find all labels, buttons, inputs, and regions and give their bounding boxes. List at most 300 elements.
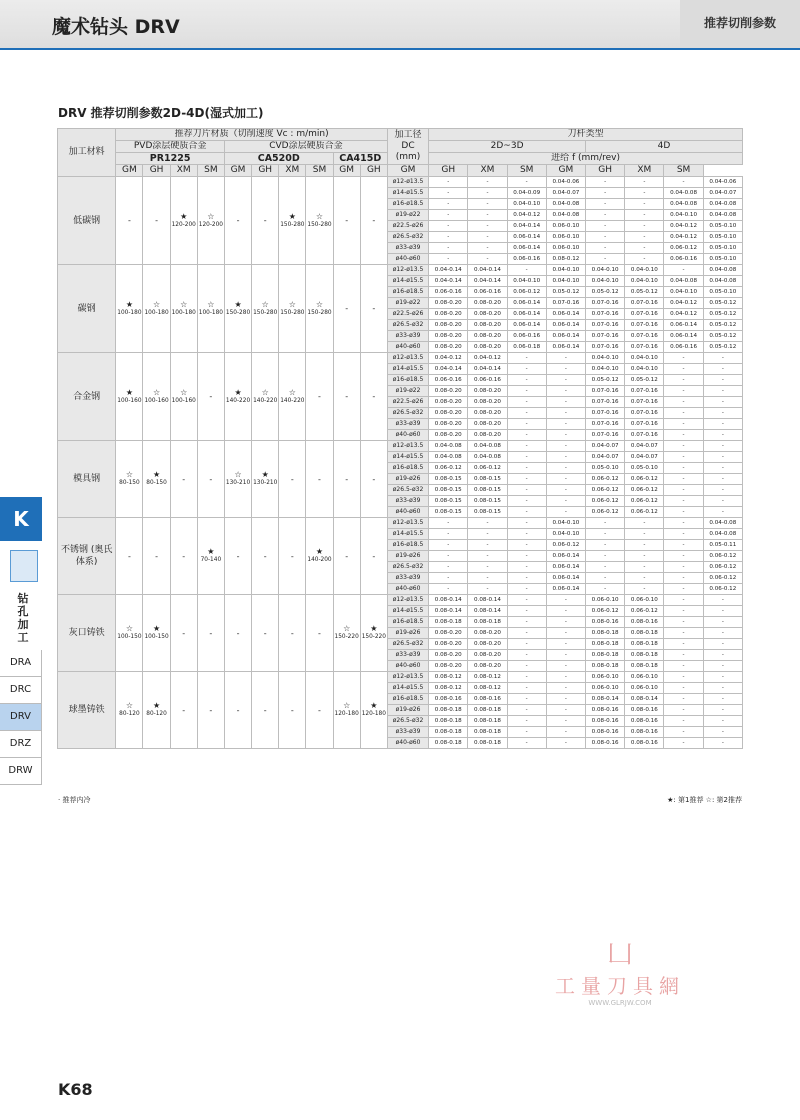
feed-value: - xyxy=(586,551,625,562)
recommend-mark: ☆ xyxy=(152,387,161,397)
feed-value: - xyxy=(703,496,742,507)
recommend-mark: - xyxy=(236,705,240,715)
sidebar-item-drw[interactable]: DRW xyxy=(0,758,42,785)
recommend-mark: ★ xyxy=(234,387,242,397)
feed-value: 0.06-0.16 xyxy=(664,254,703,265)
feed-col-header: XM xyxy=(625,165,664,177)
recommend-mark: - xyxy=(345,474,349,484)
recommend-mark: ☆ xyxy=(315,211,324,221)
feed-value: - xyxy=(507,694,546,705)
recommend-mark: - xyxy=(372,474,376,484)
recommend-mark: - xyxy=(318,392,321,401)
legend: ★: 第1推荐 ☆: 第2推荐 xyxy=(667,796,742,804)
cutting-speed-cell xyxy=(170,595,197,672)
feed-value: 0.07-0.16 xyxy=(625,408,664,419)
feed-value: 0.07-0.16 xyxy=(586,342,625,353)
feed-value: 0.04-0.14 xyxy=(429,364,468,375)
cutting-speed-cell xyxy=(143,441,170,518)
feed-value: - xyxy=(546,386,585,397)
feed-value: 0.06-0.14 xyxy=(507,309,546,320)
feed-value: 0.05-0.11 xyxy=(703,540,742,551)
feed-value: 0.05-0.12 xyxy=(625,375,664,386)
feed-value: - xyxy=(703,463,742,474)
feed-value: 0.04-0.10 xyxy=(625,353,664,364)
feed-value: - xyxy=(546,452,585,463)
feed-value: - xyxy=(507,683,546,694)
cutting-speed-cell xyxy=(333,177,360,265)
feed-value: 0.04-0.14 xyxy=(468,265,507,276)
grade-col-header: GM xyxy=(333,165,360,177)
grade-col-header: SM xyxy=(306,165,333,177)
feed-value: 0.07-0.16 xyxy=(586,419,625,430)
feed-value: - xyxy=(429,254,468,265)
feed-value: 0.07-0.16 xyxy=(625,309,664,320)
feed-value: - xyxy=(664,353,703,364)
table-row xyxy=(58,518,743,529)
feed-value: - xyxy=(546,738,585,749)
feed-value: 0.06-0.12 xyxy=(468,463,507,474)
diameter-range: ø12-ø13.5 xyxy=(387,265,428,276)
recommend-mark: - xyxy=(290,705,294,715)
recommend-mark: ☆ xyxy=(152,299,161,309)
diameter-range: ø19-ø26 xyxy=(387,474,428,485)
material-name: 低碳钢 xyxy=(58,177,116,265)
feed-value: 0.08-0.14 xyxy=(429,606,468,617)
feed-value: 0.04-0.08 xyxy=(703,518,742,529)
feed-value: - xyxy=(546,375,585,386)
feed-value: - xyxy=(664,485,703,496)
cutting-speed-cell xyxy=(143,672,170,749)
feed-value: 0.06-0.14 xyxy=(507,243,546,254)
feed-value: - xyxy=(546,441,585,452)
feed-value: - xyxy=(703,430,742,441)
cutting-speed-cell xyxy=(224,672,251,749)
sidebar-tab-k[interactable]: K xyxy=(0,497,42,541)
cutting-speed-cell xyxy=(197,518,224,595)
speed-value: 150-280 xyxy=(225,309,251,316)
feed-value: 0.08-0.16 xyxy=(468,694,507,705)
feed-value: - xyxy=(625,562,664,573)
recommend-mark: - xyxy=(236,216,240,225)
cutting-speed-cell xyxy=(116,353,143,441)
feed-value: - xyxy=(507,584,546,595)
diameter-range: ø16-ø18.5 xyxy=(387,617,428,628)
feed-value: - xyxy=(586,188,625,199)
feed-value: - xyxy=(625,199,664,210)
feed-value: 0.06-0.16 xyxy=(429,375,468,386)
cutting-speed-cell xyxy=(360,177,387,265)
feed-value: 0.08-0.18 xyxy=(586,639,625,650)
recommend-mark: - xyxy=(209,392,213,401)
diameter-range: ø22.5-ø26 xyxy=(387,309,428,320)
recommend-mark: - xyxy=(318,474,321,484)
feed-value: - xyxy=(546,628,585,639)
feed-value: - xyxy=(625,177,664,188)
speed-value: 100-180 xyxy=(198,309,223,316)
cutting-speed-cell xyxy=(170,518,197,595)
speed-value: 100-180 xyxy=(171,309,196,316)
feed-value: - xyxy=(507,265,546,276)
speed-value: 140-200 xyxy=(307,557,332,563)
header-rule xyxy=(0,48,800,50)
feed-value: - xyxy=(664,386,703,397)
grade-col-header: GM xyxy=(116,165,143,177)
recommend-mark: - xyxy=(372,551,376,561)
watermark-url: WWW.GLRJW.COM xyxy=(588,999,652,1007)
diameter-range: ø14-ø15.5 xyxy=(387,529,428,540)
feed-value: - xyxy=(507,529,546,540)
recommend-mark: ★ xyxy=(152,701,161,710)
cutting-speed-cell xyxy=(333,595,360,672)
diameter-range: ø26.5-ø32 xyxy=(387,320,428,331)
feed-value: 0.07-0.16 xyxy=(625,331,664,342)
feed-col-header: SM xyxy=(664,165,703,177)
feed-value: - xyxy=(664,408,703,419)
feed-value: - xyxy=(703,375,742,386)
material-name: 球墨铸铁 xyxy=(58,672,116,749)
feed-value: 0.07-0.16 xyxy=(586,309,625,320)
feed-value: 0.08-0.14 xyxy=(586,694,625,705)
recommend-mark: - xyxy=(345,304,349,313)
cutting-speed-cell xyxy=(197,177,224,265)
recommend-mark: ☆ xyxy=(343,701,351,710)
feed-value: 0.04-0.10 xyxy=(546,265,585,276)
feed-value: - xyxy=(507,738,546,749)
cutting-speed-cell xyxy=(170,441,197,518)
feed-value: - xyxy=(429,551,468,562)
watermark-logo-icon: ⼐ xyxy=(606,940,633,970)
feed-value: - xyxy=(664,177,703,188)
cutting-speed-cell xyxy=(360,353,387,441)
feed-col-header: GH xyxy=(586,165,625,177)
feed-value: 0.06-0.14 xyxy=(507,298,546,309)
feed-value: 0.08-0.20 xyxy=(429,650,468,661)
recommend-mark: - xyxy=(263,628,267,638)
cutting-speed-cell xyxy=(224,265,251,353)
diameter-range: ø40-ø60 xyxy=(387,342,428,353)
recommend-mark: ★ xyxy=(315,547,324,556)
feed-value: - xyxy=(664,661,703,672)
recommend-mark: - xyxy=(127,216,131,225)
feed-value: 0.04-0.08 xyxy=(703,276,742,287)
feed-value: 0.06-0.10 xyxy=(546,232,585,243)
feed-value: - xyxy=(546,694,585,705)
feed-value: 0.06-0.12 xyxy=(586,496,625,507)
feed-value: 0.04-0.08 xyxy=(468,452,507,463)
header-diameter: 加工径 DC (mm) xyxy=(387,129,428,165)
feed-value: 0.06-0.12 xyxy=(703,573,742,584)
feed-value: 0.08-0.15 xyxy=(429,485,468,496)
feed-value: - xyxy=(703,606,742,617)
feed-value: - xyxy=(507,639,546,650)
feed-value: 0.04-0.14 xyxy=(468,276,507,287)
feed-value: - xyxy=(664,727,703,738)
feed-value: 0.06-0.14 xyxy=(546,551,585,562)
cutting-speed-cell xyxy=(197,265,224,353)
feed-value: - xyxy=(703,353,742,364)
cutting-speed-cell xyxy=(279,518,306,595)
feed-value: - xyxy=(507,562,546,573)
sidebar-item-dra[interactable]: DRA xyxy=(0,650,42,677)
feed-value: 0.04-0.08 xyxy=(546,210,585,221)
feed-value: 0.04-0.08 xyxy=(703,265,742,276)
speed-value: 140-220 xyxy=(225,397,251,404)
feed-value: 0.08-0.16 xyxy=(429,694,468,705)
diameter-range: ø40-ø60 xyxy=(387,661,428,672)
feed-value: 0.08-0.18 xyxy=(468,705,507,716)
feed-value: 0.04-0.08 xyxy=(468,441,507,452)
feed-value: - xyxy=(703,650,742,661)
sidebar-item-drz[interactable]: DRZ xyxy=(0,731,42,758)
feed-value: 0.04-0.10 xyxy=(586,276,625,287)
recommend-mark: ★ xyxy=(370,701,378,710)
speed-value: 70-140 xyxy=(200,557,222,563)
feed-value: 0.08-0.15 xyxy=(468,507,507,518)
feed-value: - xyxy=(703,474,742,485)
diameter-range: ø12-ø13.5 xyxy=(387,518,428,529)
diameter-range: ø33-ø39 xyxy=(387,419,428,430)
feed-value: - xyxy=(546,507,585,518)
feed-value: 0.05-0.10 xyxy=(703,243,742,254)
speed-value: 140-220 xyxy=(280,397,305,404)
recommend-mark: - xyxy=(263,705,267,715)
feed-value: 0.08-0.12 xyxy=(429,683,468,694)
cutting-speed-cell xyxy=(333,265,360,353)
recommend-mark: - xyxy=(236,551,240,561)
feed-value: - xyxy=(507,496,546,507)
recommend-mark: - xyxy=(263,216,267,225)
recommend-mark: - xyxy=(182,551,186,561)
speed-value: 80-120 xyxy=(146,711,167,717)
feed-value: 0.06-0.12 xyxy=(546,540,585,551)
page-number: K68 xyxy=(58,1080,93,1099)
feed-value: 0.06-0.14 xyxy=(546,562,585,573)
diameter-range: ø26.5-ø32 xyxy=(387,485,428,496)
feed-value: - xyxy=(703,408,742,419)
material-name: 灰口铸铁 xyxy=(58,595,116,672)
feed-value: - xyxy=(703,716,742,727)
footnote: · 推荐内冷 xyxy=(58,796,91,804)
recommend-mark: - xyxy=(209,705,213,715)
header-cvd: CVD涂层硬质合金 xyxy=(224,141,387,153)
feed-value: - xyxy=(625,540,664,551)
recommend-mark: - xyxy=(182,628,186,638)
feed-value: 0.05-0.12 xyxy=(703,309,742,320)
diameter-range: ø14-ø15.5 xyxy=(387,276,428,287)
header-feed: 进给 f (mm/rev) xyxy=(429,153,743,165)
feed-value: - xyxy=(586,221,625,232)
feed-value: 0.04-0.14 xyxy=(429,265,468,276)
cutting-speed-cell xyxy=(279,672,306,749)
feed-value: 0.06-0.12 xyxy=(625,474,664,485)
cutting-speed-cell xyxy=(224,353,251,441)
feed-value: - xyxy=(507,540,546,551)
feed-value: 0.08-0.20 xyxy=(468,430,507,441)
diameter-range: ø12-ø13.5 xyxy=(387,177,428,188)
feed-value: - xyxy=(664,452,703,463)
feed-value: - xyxy=(546,463,585,474)
recommend-mark: ★ xyxy=(288,211,296,221)
feed-value: 0.07-0.16 xyxy=(586,397,625,408)
diameter-range: ø14-ø15.5 xyxy=(387,364,428,375)
feed-value: - xyxy=(703,397,742,408)
recommend-mark: ★ xyxy=(125,299,133,309)
feed-value: 0.06-0.10 xyxy=(625,595,664,606)
feed-value: 0.04-0.10 xyxy=(625,265,664,276)
diameter-range: ø33-ø39 xyxy=(387,650,428,661)
diameter-range: ø22.5-ø26 xyxy=(387,397,428,408)
feed-value: - xyxy=(625,243,664,254)
feed-value: - xyxy=(703,683,742,694)
feed-value: - xyxy=(703,364,742,375)
cutting-speed-cell xyxy=(170,177,197,265)
feed-value: 0.08-0.16 xyxy=(625,705,664,716)
feed-value: 0.08-0.20 xyxy=(429,298,468,309)
feed-value: - xyxy=(429,177,468,188)
recommend-mark: ☆ xyxy=(125,701,133,710)
diameter-range: ø12-ø13.5 xyxy=(387,353,428,364)
feed-value: 0.07-0.16 xyxy=(586,331,625,342)
feed-value: - xyxy=(507,716,546,727)
feed-value: 0.06-0.10 xyxy=(625,672,664,683)
feed-value: 0.07-0.16 xyxy=(586,430,625,441)
cutting-speed-cell xyxy=(224,177,251,265)
cutting-speed-cell xyxy=(279,441,306,518)
recommend-mark: - xyxy=(155,216,158,225)
cutting-speed-cell xyxy=(306,177,333,265)
feed-value: - xyxy=(507,386,546,397)
section-title: 推荐切削参数 xyxy=(703,16,776,30)
cutting-speed-cell xyxy=(252,265,279,353)
recommend-mark: ☆ xyxy=(125,624,133,633)
diameter-range: ø40-ø60 xyxy=(387,738,428,749)
feed-value: 0.08-0.20 xyxy=(429,430,468,441)
feed-value: - xyxy=(664,419,703,430)
recommend-mark: - xyxy=(372,392,376,401)
recommend-mark: ☆ xyxy=(288,387,296,397)
diameter-range: ø14-ø15.5 xyxy=(387,452,428,463)
feed-value: - xyxy=(546,606,585,617)
feed-value: 0.08-0.20 xyxy=(429,386,468,397)
feed-value: 0.06-0.12 xyxy=(703,562,742,573)
material-name: 模具钢 xyxy=(58,441,116,518)
recommend-mark: - xyxy=(318,705,321,715)
feed-value: 0.05-0.10 xyxy=(586,463,625,474)
material-name: 碳钢 xyxy=(58,265,116,353)
grade-col-header: XM xyxy=(170,165,197,177)
feed-value: 0.08-0.14 xyxy=(468,606,507,617)
feed-value: 0.08-0.20 xyxy=(468,650,507,661)
feed-value: - xyxy=(507,595,546,606)
feed-value: 0.06-0.14 xyxy=(546,320,585,331)
feed-value: 0.04-0.10 xyxy=(507,276,546,287)
feed-value: - xyxy=(703,617,742,628)
speed-value: 120-200 xyxy=(171,221,196,228)
recommend-mark: ☆ xyxy=(207,299,215,309)
feed-value: 0.08-0.18 xyxy=(586,661,625,672)
diameter-range: ø33-ø39 xyxy=(387,573,428,584)
feed-value: - xyxy=(429,518,468,529)
feed-value: 0.04-0.08 xyxy=(664,199,703,210)
feed-value: - xyxy=(429,584,468,595)
feed-value: 0.04-0.14 xyxy=(468,364,507,375)
feed-value: 0.08-0.20 xyxy=(468,661,507,672)
cutting-speed-cell xyxy=(143,518,170,595)
sidebar-item-drv[interactable]: DRV xyxy=(0,704,42,731)
feed-value: 0.08-0.20 xyxy=(429,342,468,353)
feed-value: 0.04-0.10 xyxy=(586,353,625,364)
sidebar-item-drc[interactable]: DRC xyxy=(0,677,42,704)
feed-value: 0.08-0.16 xyxy=(586,617,625,628)
speed-value: 100-150 xyxy=(117,634,142,640)
recommend-mark: ☆ xyxy=(234,470,242,479)
feed-value: - xyxy=(468,199,507,210)
diameter-range: ø16-ø18.5 xyxy=(387,463,428,474)
feed-value: 0.04-0.08 xyxy=(703,210,742,221)
diameter-range: ø26.5-ø32 xyxy=(387,232,428,243)
diameter-range: ø40-ø60 xyxy=(387,430,428,441)
feed-value: 0.08-0.20 xyxy=(468,408,507,419)
feed-value: - xyxy=(703,639,742,650)
feed-value: 0.07-0.16 xyxy=(586,298,625,309)
cutting-speed-cell xyxy=(252,595,279,672)
speed-value: 80-120 xyxy=(119,711,140,717)
diameter-range: ø26.5-ø32 xyxy=(387,716,428,727)
feed-value: - xyxy=(546,716,585,727)
feed-value: - xyxy=(468,584,507,595)
feed-value: - xyxy=(664,683,703,694)
cutting-speed-cell xyxy=(224,441,251,518)
feed-value: - xyxy=(664,430,703,441)
cutting-speed-cell xyxy=(306,672,333,749)
feed-value: 0.07-0.16 xyxy=(625,419,664,430)
recommend-mark: - xyxy=(209,628,213,638)
feed-value: 0.08-0.15 xyxy=(429,496,468,507)
feed-value: 0.04-0.12 xyxy=(664,221,703,232)
table-row xyxy=(58,441,743,452)
table-title: DRV 推荐切削参数2D-4D(湿式加工) xyxy=(58,106,264,120)
recommend-mark: ★ xyxy=(261,470,269,479)
recommend-mark: ★ xyxy=(370,624,378,633)
diameter-range: ø40-ø60 xyxy=(387,584,428,595)
feed-value: 0.05-0.12 xyxy=(586,375,625,386)
cutting-speed-cell xyxy=(116,177,143,265)
feed-value: - xyxy=(664,551,703,562)
feed-value: - xyxy=(468,254,507,265)
feed-value: - xyxy=(664,595,703,606)
feed-value: 0.06-0.14 xyxy=(546,342,585,353)
feed-value: - xyxy=(507,408,546,419)
feed-value: - xyxy=(703,419,742,430)
cutting-speed-cell xyxy=(333,353,360,441)
feed-value: - xyxy=(468,518,507,529)
feed-value: - xyxy=(507,375,546,386)
diameter-range: ø12-ø13.5 xyxy=(387,595,428,606)
grade-col-header: GH xyxy=(143,165,170,177)
diameter-range: ø22.5-ø26 xyxy=(387,221,428,232)
speed-value: 100-180 xyxy=(144,309,169,316)
diameter-range: ø33-ø39 xyxy=(387,243,428,254)
diameter-range: ø16-ø18.5 xyxy=(387,540,428,551)
feed-value: 0.06-0.12 xyxy=(586,507,625,518)
cutting-speed-cell xyxy=(116,518,143,595)
recommend-mark: - xyxy=(236,628,240,638)
feed-value: 0.08-0.16 xyxy=(625,617,664,628)
page-title: 魔术钻头 DRV xyxy=(52,16,180,38)
feed-value: 0.08-0.14 xyxy=(625,694,664,705)
feed-value: 0.07-0.16 xyxy=(586,320,625,331)
recommend-mark: - xyxy=(127,551,131,561)
